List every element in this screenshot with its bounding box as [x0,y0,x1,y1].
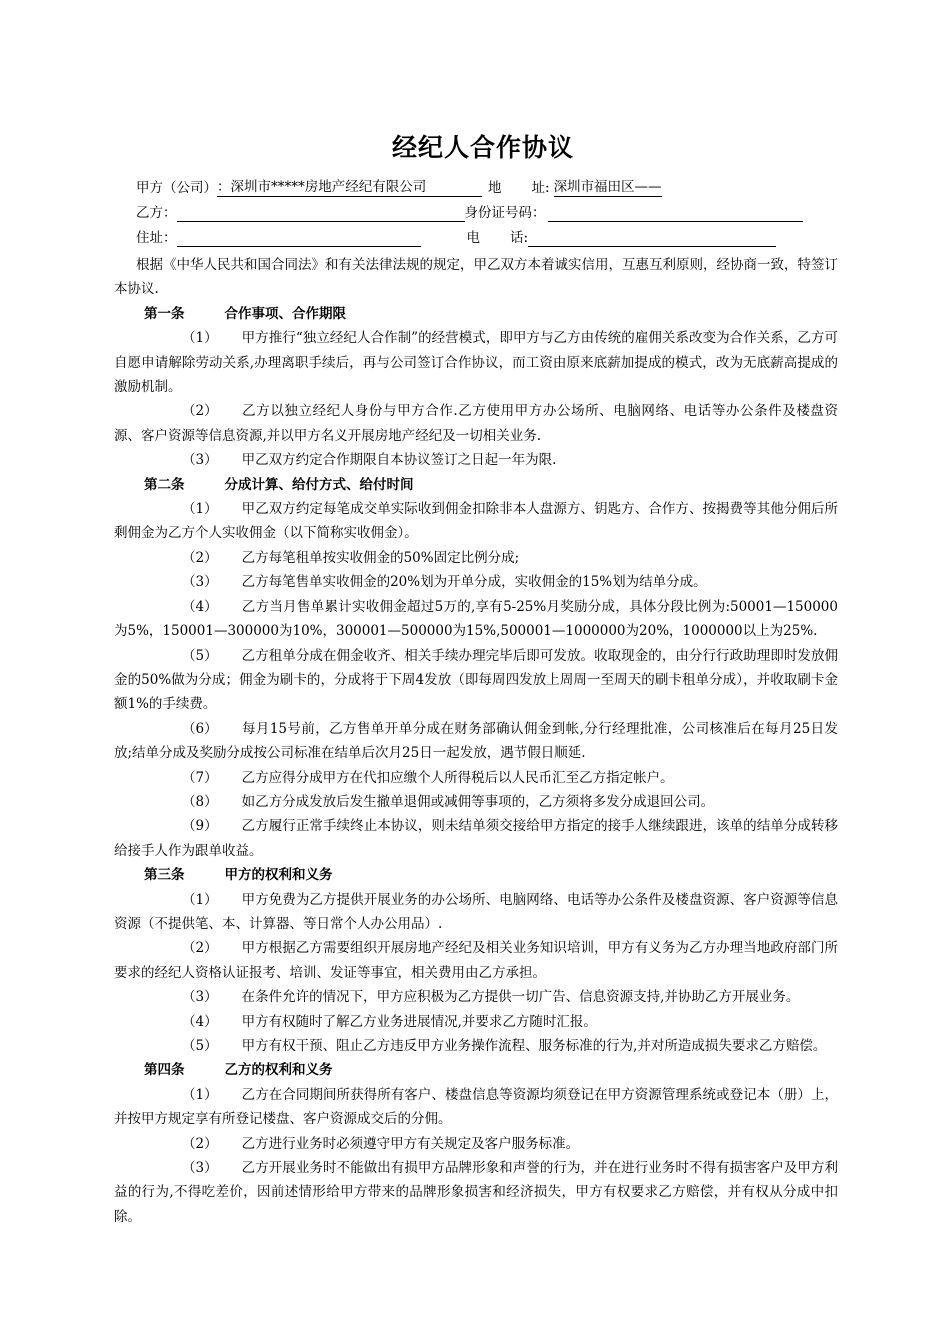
clause-text: 甲乙双方约定每笔成交单实际收到佣金扣除非本人盘源方、钥匙方、合作方、按揭费等其他分佣后所剩佣金为乙方个人实收佣金（以下简称实收佣金）。 [114,501,838,542]
clause-paragraph [114,717,838,766]
clause-number: （2） [182,549,218,566]
clause-text: 甲方根据乙方需要组织开展房地产经纪及相关业务知识培训，甲方有义务为乙方办理当地政府部门所要求的经纪人资格认证报考、培训、发证等事宜，相关费用由乙方承担。 [114,940,838,981]
clause-text: 乙方履行正常手续终止本协议，则未结单须交接给甲方指定的接手人继续跟进，该单的结单分成转移给接手人作为跟单收益。 [114,818,838,859]
clause-number: （7） [182,769,218,786]
clause-number: （4） [182,1013,218,1030]
document-title: 经纪人合作协议 [391,133,574,162]
clause-paragraph [114,326,838,399]
party-a-addr-label: 地 [488,180,502,196]
clause-paragraph [114,595,838,644]
clause-text: 乙方每笔租单按实收佣金的50%固定比例分成; [241,549,520,566]
clause-number: （3） [182,1160,218,1177]
clause-text: 乙方开展业务时不能做出有损甲方品牌形象和声誉的行为，并在进行业务时不得有损害客户及甲方利益的行为,不得吃差价，因前述情形给甲方带来的品牌形象损害和经济损失，甲方有权要求乙方赔偿，并有权从分成中扣除。 [114,1160,838,1225]
clause-number: （1） [182,1086,218,1103]
clause-paragraph [114,497,838,546]
clause-paragraph [114,1083,838,1132]
party-a-name: 深圳市*****房地产经纪有限公司 [230,179,427,195]
clause-number: （5） [182,1038,218,1054]
tel-label-2: 话: [510,230,529,246]
clause-paragraph [114,399,838,448]
clause-number: （8） [182,793,218,810]
party-a-label: 甲方（公司） [136,180,217,196]
clause-paragraph [114,1156,838,1229]
clause-text: 甲方有权干预、阻止乙方违反甲方业务操作流程、服务标准的行为,并对所造成损失要求乙方赔偿。 [241,1038,827,1054]
clause-paragraph [114,936,838,985]
clause-text: 甲乙双方约定合作期限自本协议签订之日起一年为限. [241,452,557,469]
section-title: 分成计算、给付方式、给付时间 [224,476,414,493]
clause-paragraph [114,570,838,594]
clause-text: 乙方进行业务时必须遵守甲方有关规定及客户服务标准。 [241,1135,580,1152]
clause-text: 乙方应得分成甲方在代扣应缴个人所得税后以人民币汇至乙方指定帐户。 [241,769,674,786]
clause-paragraph [114,888,838,937]
party-a-addr-value: 深圳市福田区—— [553,179,662,195]
clause-paragraph [114,1132,838,1156]
clause-text: 甲方免费为乙方提供开展业务的办公场所、电脑网络、电话等办公条件及楼盘资源、客户资源等信息资源（不提供笔、本、计算器、等日常个人办公用品）. [114,891,838,932]
sections-container [114,302,838,1229]
section-heading [114,863,838,887]
section-heading [114,1058,838,1082]
clause-number: （6） [182,720,218,737]
tel-label-1: 电 [466,230,480,246]
section-title: 乙方的权利和义务 [224,1062,333,1079]
section-title: 甲方的权利和义务 [224,867,333,884]
party-a-name-field: ：深圳市*****房地产经纪有限公司 [217,178,482,197]
clause-text: 乙方当月售单累计实收佣金超过5万的,享有5-25%月奖励分成，具体分段比例为:50001—150000为5%，150001—300000为10%，300001—500000为15%,500001—1000000为20%，1000000以上为25%. [114,598,838,640]
clause-number: （1） [182,501,218,518]
party-b-id-field[interactable] [548,203,803,222]
party-a-addr-label2: 址: [531,180,550,196]
clause-number: （4） [182,598,218,615]
clause-paragraph [114,448,838,472]
clause-paragraph [114,790,838,814]
section-heading [114,302,838,326]
address-label: 住址： [136,230,177,246]
clause-number: （2） [182,1135,218,1152]
party-b-id-label: 身份证号码： [464,205,546,221]
section-title: 合作事项、合作期限 [224,305,346,322]
clause-number: （3） [182,989,218,1006]
section-number: 第一条 [144,305,185,322]
clause-paragraph [114,546,838,570]
clause-text: 乙方每笔售单实收佣金的20%划为开单分成，实收佣金的15%划为结单分成。 [241,574,707,591]
party-b-name-field[interactable] [177,203,465,222]
clause-text: 每月15号前，乙方售单开单分成在财务部确认佣金到帐,分行经理批准，公司核准后在每月25日发放;结单分成及奖励分成按公司标准在结单后次月25日一起发放，遇节假日顺延. [114,720,838,762]
clause-paragraph [114,644,838,717]
clause-text: 甲方推行“独立经纪人合作制”的经营模式，即甲方与乙方由传统的雇佣关系改变为合作关系，乙方可自愿申请解除劳动关系,办理离职手续后，再与公司签订合作协议，而工资由原来底薪加提成的模式，改为无底薪高提成的激励机制。 [114,330,838,396]
clause-text: 如乙方分成发放后发生撤单退佣或减佣等事项的，乙方须将多发分成退回公司。 [241,793,715,810]
clause-number: （3） [182,574,218,591]
clause-paragraph [114,985,838,1009]
clause-number: （2） [182,940,218,957]
clause-number: （1） [182,891,218,908]
address-line [114,226,838,251]
party-b-label: 乙方： [136,205,177,221]
section-heading [114,473,838,497]
clause-text: 甲方有权随时了解乙方业务进展情况,并要求乙方随时汇报。 [241,1013,597,1030]
section-number: 第二条 [144,476,185,493]
section-number: 第四条 [144,1062,185,1079]
party-a-line [114,176,838,201]
clause-text: 乙方租单分成在佣金收齐、相关手续办理完毕后即可发放。收取现金的，由分行行政助理即时发放佣金的50%做为分成；佣金为刷卡的，分成将于下周4发放（即每周四发放上周周一至周天的刷卡租单分成），并收取刷卡金额1%的手续费。 [114,647,838,713]
intro-paragraph: 根据《中华人民共和国合同法》和有关法律法规的规定，甲乙双方本着诚实信用，互惠互利原则，经协商一致，特签订本协议. [114,257,838,298]
clause-number: （1） [182,330,218,347]
clause-paragraph [114,814,838,863]
clause-text: 在条件允许的情况下，甲方应积极为乙方提供一切广告、信息资源支持,并协助乙方开展业务。 [241,989,800,1006]
section-number: 第三条 [144,867,185,884]
address-field[interactable] [177,228,421,247]
clause-number: （5） [182,647,218,664]
clause-number: （2） [182,403,218,420]
clause-text: 乙方以独立经纪人身份与甲方合作.乙方使用甲方办公场所、电脑网络、电话等办公条件及楼盘资源、客户资源等信息资源,并以甲方名义开展房地产经纪及一切相关业务. [114,403,838,444]
clause-paragraph [114,766,838,790]
clause-number: （3） [182,452,218,469]
clause-paragraph [114,1010,838,1034]
clause-number: （9） [182,818,218,835]
clause-paragraph [114,1034,838,1058]
party-b-line [114,201,838,226]
tel-field[interactable] [528,228,776,247]
clause-text: 乙方在合同期间所获得所有客户、楼盘信息等资源均须登记在甲方资源管理系统或登记本（册）上，并按甲方规定享有所登记楼盘、客户资源成交后的分佣。 [114,1086,838,1128]
